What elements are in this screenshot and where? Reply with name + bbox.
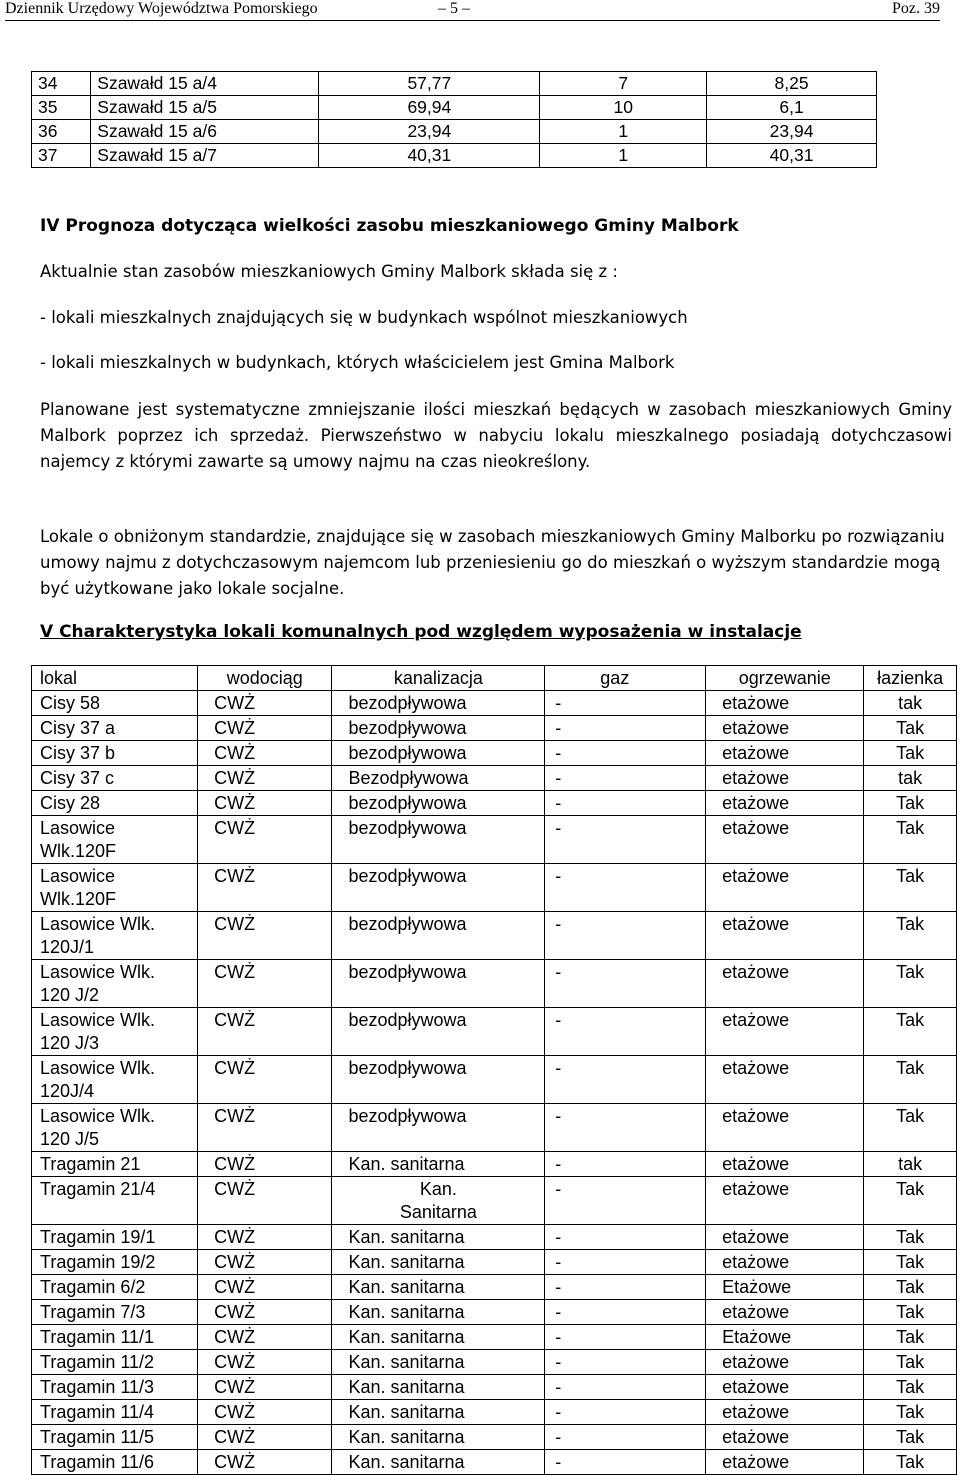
- table-cell: CWŻ: [198, 816, 332, 864]
- table-cell: -: [545, 1350, 706, 1375]
- page-header: [5, 0, 940, 21]
- table-cell: Tak: [864, 1350, 957, 1375]
- table-cell: Lasowice Wlk. 120 J/3: [32, 1008, 198, 1056]
- table-cell: CWŻ: [198, 960, 332, 1008]
- apartments-table: [31, 71, 877, 168]
- table-cell: 69,94: [319, 96, 540, 120]
- table-row: [32, 1425, 957, 1450]
- table-cell: Cisy 28: [32, 791, 198, 816]
- table-row: [32, 1300, 957, 1325]
- table-cell: -: [545, 1177, 706, 1225]
- table-cell: etażowe: [706, 1177, 864, 1225]
- table-cell: -: [545, 1056, 706, 1104]
- table-cell: 40,31: [707, 144, 877, 168]
- table-cell: Tragamin 6/2: [32, 1275, 198, 1300]
- paragraph-social-units: Lokale o obniżonym standardzie, znajdujące się w zasobach mieszkaniowych Gminy Malborku po rozwiązaniu umowy najmu z dotychczasowym najemcom lub przeniesieniu go do mieszkań o wyższym standardzie mogą być użytkowane jako lokale socjalne.: [40, 527, 945, 598]
- table-cell: 23,94: [707, 120, 877, 144]
- table-cell: CWŻ: [198, 1400, 332, 1425]
- table-cell: -: [545, 1225, 706, 1250]
- table-cell: Tak: [864, 1008, 957, 1056]
- table-cell: tak: [864, 691, 957, 716]
- table-cell: Tragamin 21: [32, 1152, 198, 1177]
- table-cell: Tak: [864, 912, 957, 960]
- table-cell: -: [545, 691, 706, 716]
- paragraph-municipal-units: - lokali mieszkalnych w budynkach, których właścicielem jest Gmina Malbork: [40, 353, 675, 372]
- table-cell: Lasowice Wlk. 120 J/5: [32, 1104, 198, 1152]
- table-cell: Etażowe: [706, 1325, 864, 1350]
- table-cell: etażowe: [706, 691, 864, 716]
- table-cell: 34: [32, 72, 91, 96]
- table-header-row: [32, 666, 957, 691]
- table-cell: CWŻ: [198, 1104, 332, 1152]
- table-cell: 40,31: [319, 144, 540, 168]
- table-cell: Kan. sanitarna: [332, 1450, 545, 1475]
- table-cell: Tak: [864, 1450, 957, 1475]
- table-cell: tak: [864, 1152, 957, 1177]
- table-cell: Kan. sanitarna: [332, 1425, 545, 1450]
- table-cell: Kan. sanitarna: [332, 1300, 545, 1325]
- table-cell: -: [545, 1275, 706, 1300]
- table-row: [32, 1275, 957, 1300]
- table-row: [32, 691, 957, 716]
- table-cell: Tak: [864, 1375, 957, 1400]
- table-cell: Tak: [864, 864, 957, 912]
- table-cell: Tak: [864, 1250, 957, 1275]
- table-cell: Tak: [864, 1300, 957, 1325]
- table-cell: 7: [540, 72, 707, 96]
- table-row: [32, 1152, 957, 1177]
- section-iv-heading: IV Prognoza dotycząca wielkości zasobu mieszkaniowego Gminy Malbork: [40, 216, 739, 236]
- table-cell: -: [545, 1375, 706, 1400]
- table-cell: CWŻ: [198, 864, 332, 912]
- page-number: – 5 –: [438, 0, 470, 17]
- table-row: [32, 120, 877, 144]
- table-cell: Tak: [864, 716, 957, 741]
- table-cell: Tragamin 11/2: [32, 1350, 198, 1375]
- table-cell: CWŻ: [198, 1152, 332, 1177]
- column-header: ogrzewanie: [706, 666, 864, 691]
- table-row: [32, 864, 957, 912]
- table-row: [32, 72, 877, 96]
- table-row: [32, 1325, 957, 1350]
- table-cell: -: [545, 912, 706, 960]
- table-cell: CWŻ: [198, 912, 332, 960]
- table-cell: Etażowe: [706, 1275, 864, 1300]
- table-cell: Kan. sanitarna: [332, 1250, 545, 1275]
- table-cell: Tak: [864, 1275, 957, 1300]
- table-cell: CWŻ: [198, 741, 332, 766]
- table-cell: Cisy 37 a: [32, 716, 198, 741]
- paragraph-planned-sale: Planowane jest systematyczne zmniejszanie ilości mieszkań będących w zasobach mieszkaniowych Gminy Malbork poprzez ich sprzedaż. Pierwszeństwo w nabyciu lokalu mieszkalnego posiadają dotychczasowi najemcy z którymi zawarte są umowy najmu na czas nieokreślony.: [40, 400, 952, 471]
- table-cell: etażowe: [706, 864, 864, 912]
- table-cell: -: [545, 766, 706, 791]
- table-cell: CWŻ: [198, 1450, 332, 1475]
- table-cell: CWŻ: [198, 1177, 332, 1225]
- table-cell: Kan. sanitarna: [332, 1152, 545, 1177]
- table-cell: -: [545, 791, 706, 816]
- table-row: [32, 144, 877, 168]
- table-cell: 10: [540, 96, 707, 120]
- table-cell: Tak: [864, 1177, 957, 1225]
- table-cell: Tragamin 11/6: [32, 1450, 198, 1475]
- table-cell: Tak: [864, 1104, 957, 1152]
- table-row: [32, 1250, 957, 1275]
- table-cell: Tragamin 11/5: [32, 1425, 198, 1450]
- table-cell: bezodpływowa: [332, 864, 545, 912]
- table-row: [32, 1177, 957, 1225]
- table-row: [32, 1008, 957, 1056]
- table-cell: etażowe: [706, 766, 864, 791]
- table-cell: bezodpływowa: [332, 691, 545, 716]
- table-cell: 37: [32, 144, 91, 168]
- table-cell: Tak: [864, 816, 957, 864]
- table-cell: etażowe: [706, 1400, 864, 1425]
- table-cell: Lasowice Wlk. 120 J/2: [32, 960, 198, 1008]
- table-cell: CWŻ: [198, 1375, 332, 1400]
- table-cell: bezodpływowa: [332, 1056, 545, 1104]
- table-cell: bezodpływowa: [332, 960, 545, 1008]
- table-cell: Bezodpływowa: [332, 766, 545, 791]
- table-cell: 57,77: [319, 72, 540, 96]
- table-cell: -: [545, 1300, 706, 1325]
- table-cell: etażowe: [706, 1225, 864, 1250]
- table-cell: Kan. Sanitarna: [332, 1177, 545, 1225]
- table-cell: Kan. sanitarna: [332, 1275, 545, 1300]
- paragraph-community-units: - lokali mieszkalnych znajdujących się w budynkach wspólnot mieszkaniowych: [40, 308, 688, 327]
- journal-title: Dziennik Urzędowy Województwa Pomorskiego: [5, 0, 318, 17]
- table-cell: -: [545, 1152, 706, 1177]
- table-cell: CWŻ: [198, 1300, 332, 1325]
- table-cell: bezodpływowa: [332, 1104, 545, 1152]
- table-row: [32, 741, 957, 766]
- table-cell: Cisy 37 b: [32, 741, 198, 766]
- table-cell: -: [545, 1250, 706, 1275]
- table-cell: Szawałd 15 a/6: [91, 120, 319, 144]
- table-cell: bezodpływowa: [332, 912, 545, 960]
- table-cell: 6,1: [707, 96, 877, 120]
- installations-table: [31, 665, 957, 1475]
- table-cell: CWŻ: [198, 1425, 332, 1450]
- table-cell: -: [545, 716, 706, 741]
- table-cell: Lasowice Wlk. 120J/1: [32, 912, 198, 960]
- table-cell: etażowe: [706, 1152, 864, 1177]
- table-cell: 35: [32, 96, 91, 120]
- table-cell: Tak: [864, 1425, 957, 1450]
- table-cell: etażowe: [706, 1375, 864, 1400]
- table-cell: Kan. sanitarna: [332, 1325, 545, 1350]
- table-cell: Tak: [864, 741, 957, 766]
- table-cell: etażowe: [706, 1056, 864, 1104]
- table-cell: CWŻ: [198, 1325, 332, 1350]
- table-cell: Szawałd 15 a/4: [91, 72, 319, 96]
- table-row: [32, 816, 957, 864]
- section-v-heading: V Charakterystyka lokali komunalnych pod względem wyposażenia w instalacje: [40, 622, 802, 642]
- table-cell: Lasowice Wlk.120F: [32, 816, 198, 864]
- column-header: wodociąg: [198, 666, 332, 691]
- column-header: lokal: [32, 666, 198, 691]
- table-cell: -: [545, 960, 706, 1008]
- table-row: [32, 1350, 957, 1375]
- table-row: [32, 1225, 957, 1250]
- table-row: [32, 1104, 957, 1152]
- table-cell: etażowe: [706, 1300, 864, 1325]
- table-cell: etażowe: [706, 912, 864, 960]
- table-cell: Tragamin 11/1: [32, 1325, 198, 1350]
- table-cell: -: [545, 816, 706, 864]
- table-cell: CWŻ: [198, 1225, 332, 1250]
- table-row: [32, 1375, 957, 1400]
- table-cell: -: [545, 1104, 706, 1152]
- table-cell: tak: [864, 766, 957, 791]
- table-cell: Kan. sanitarna: [332, 1225, 545, 1250]
- table-row: [32, 1400, 957, 1425]
- table-cell: -: [545, 1400, 706, 1425]
- table-cell: CWŻ: [198, 1008, 332, 1056]
- table-row: [32, 1450, 957, 1475]
- table-cell: Szawałd 15 a/7: [91, 144, 319, 168]
- table-cell: 23,94: [319, 120, 540, 144]
- table-cell: etażowe: [706, 1104, 864, 1152]
- table-cell: CWŻ: [198, 691, 332, 716]
- table-cell: CWŻ: [198, 1275, 332, 1300]
- table-cell: -: [545, 1450, 706, 1475]
- table-cell: Tragamin 21/4: [32, 1177, 198, 1225]
- column-header: gaz: [545, 666, 706, 691]
- table-cell: Cisy 58: [32, 691, 198, 716]
- table-cell: -: [545, 864, 706, 912]
- table-cell: Tak: [864, 1056, 957, 1104]
- table-cell: Tragamin 19/1: [32, 1225, 198, 1250]
- table-row: [32, 716, 957, 741]
- table-cell: 1: [540, 120, 707, 144]
- table-cell: -: [545, 1008, 706, 1056]
- table-cell: etażowe: [706, 1425, 864, 1450]
- table-cell: Tak: [864, 1400, 957, 1425]
- table-cell: Lasowice Wlk. 120J/4: [32, 1056, 198, 1104]
- table-cell: bezodpływowa: [332, 741, 545, 766]
- paragraph-current-state: Aktualnie stan zasobów mieszkaniowych Gminy Malbork składa się z :: [40, 262, 618, 281]
- table-row: [32, 791, 957, 816]
- column-header: kanalizacja: [332, 666, 545, 691]
- table-cell: CWŻ: [198, 766, 332, 791]
- table-cell: etażowe: [706, 791, 864, 816]
- table-cell: CWŻ: [198, 1250, 332, 1275]
- table-cell: CWŻ: [198, 791, 332, 816]
- table-cell: 8,25: [707, 72, 877, 96]
- table-cell: bezodpływowa: [332, 1008, 545, 1056]
- table-cell: Kan. sanitarna: [332, 1400, 545, 1425]
- table-cell: Lasowice Wlk.120F: [32, 864, 198, 912]
- table-cell: etażowe: [706, 1450, 864, 1475]
- table-cell: Tak: [864, 1325, 957, 1350]
- table-row: [32, 1056, 957, 1104]
- table-cell: Tak: [864, 1225, 957, 1250]
- table-cell: Szawałd 15 a/5: [91, 96, 319, 120]
- table-row: [32, 766, 957, 791]
- table-cell: Tak: [864, 791, 957, 816]
- table-cell: CWŻ: [198, 1350, 332, 1375]
- position-number: Poz. 39: [892, 0, 940, 17]
- column-header: łazienka: [864, 666, 957, 691]
- table-cell: bezodpływowa: [332, 791, 545, 816]
- table-cell: etażowe: [706, 1350, 864, 1375]
- table-cell: Tak: [864, 960, 957, 1008]
- table-cell: etażowe: [706, 960, 864, 1008]
- table-cell: 1: [540, 144, 707, 168]
- table-cell: bezodpływowa: [332, 716, 545, 741]
- table-row: [32, 96, 877, 120]
- table-cell: CWŻ: [198, 1056, 332, 1104]
- table-cell: Kan. sanitarna: [332, 1375, 545, 1400]
- table-cell: -: [545, 1325, 706, 1350]
- table-cell: 36: [32, 120, 91, 144]
- table-cell: Tragamin 11/3: [32, 1375, 198, 1400]
- table-cell: etażowe: [706, 741, 864, 766]
- table-cell: Cisy 37 c: [32, 766, 198, 791]
- table-cell: -: [545, 741, 706, 766]
- table-cell: etażowe: [706, 1008, 864, 1056]
- table-cell: Tragamin 19/2: [32, 1250, 198, 1275]
- table-cell: etażowe: [706, 716, 864, 741]
- table-row: [32, 960, 957, 1008]
- table-cell: Kan. sanitarna: [332, 1350, 545, 1375]
- table-cell: etażowe: [706, 816, 864, 864]
- table-row: [32, 912, 957, 960]
- table-cell: -: [545, 1425, 706, 1450]
- table-cell: Tragamin 7/3: [32, 1300, 198, 1325]
- table-cell: CWŻ: [198, 716, 332, 741]
- table-cell: Tragamin 11/4: [32, 1400, 198, 1425]
- table-cell: bezodpływowa: [332, 816, 545, 864]
- table-cell: etażowe: [706, 1250, 864, 1275]
